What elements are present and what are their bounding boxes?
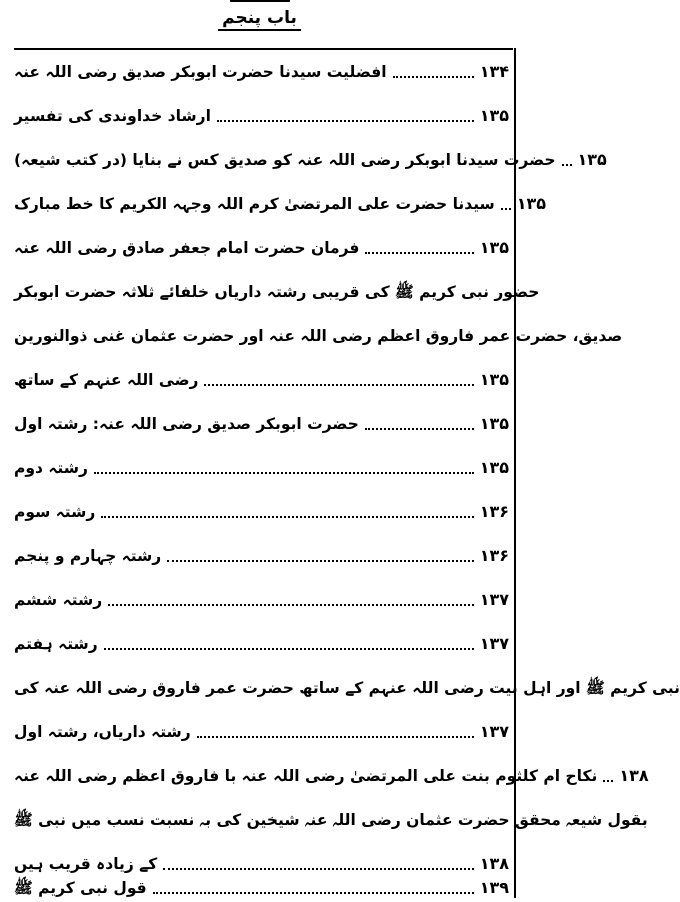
- toc-entry[interactable]: [14, 366, 509, 394]
- toc-page-number: ۱۳۷: [479, 590, 509, 609]
- dot-leader: [365, 252, 473, 254]
- dot-leader: [603, 780, 613, 782]
- toc-entry-title: حضور نبی کریم ﷺ کی قریبی رشتہ داریاں خلفائے ثلاثہ حضرت ابوبکر: [14, 283, 540, 301]
- toc-page-number: ۱۳۴: [479, 62, 509, 81]
- toc-entry-title: قول نبی کریم ﷺ: [14, 879, 147, 897]
- toc-entry-title: رشتہ دوم: [14, 459, 88, 477]
- dot-leader: [501, 208, 511, 210]
- toc-entry[interactable]: [14, 874, 509, 902]
- dot-leader: [94, 472, 474, 474]
- toc-entry-title: ارشاد خداوندی کی تفسیر: [14, 107, 211, 125]
- toc-entry-title: رضی اللہ عنہم کے ساتھ: [14, 371, 199, 389]
- header-rule: [14, 48, 513, 50]
- toc-entry[interactable]: [14, 454, 509, 482]
- toc-entry-title: حضرت سیدنا ابوبکر رضی اللہ عنہ کو صدیق کس نے بنایا (در کتب شیعہ): [14, 151, 556, 169]
- dot-leader: [365, 428, 474, 430]
- chapter-title: باب پنجم: [218, 8, 301, 31]
- toc-page-number: ۱۳۹: [479, 878, 509, 897]
- toc-entry-title: رشتہ ششم: [14, 591, 103, 609]
- dot-leader: [217, 120, 474, 122]
- toc-entry[interactable]: [14, 58, 509, 86]
- toc-page-number: ۱۳۵: [516, 194, 547, 213]
- toc-entry[interactable]: [14, 190, 547, 218]
- toc-entry[interactable]: [14, 674, 680, 702]
- toc-entry-title: فرمان حضرت امام جعفر صادق رضی اللہ عنہ: [14, 239, 360, 257]
- toc-entry[interactable]: [14, 234, 509, 262]
- toc-entry[interactable]: [14, 630, 509, 658]
- toc-entry[interactable]: [14, 762, 649, 790]
- toc-entry-title: بقول شیعہ محقق حضرت عثمان رضی اللہ عنہ شیخین کی بہ نسبت نسب میں نبی ﷺ: [14, 811, 648, 829]
- toc-entry-title: رشتہ چہارم و پنجم: [14, 547, 162, 565]
- toc-entry[interactable]: [14, 322, 623, 350]
- toc-page-number: ۱۳۵: [479, 414, 509, 433]
- toc-entry-title: رشتہ سوم: [14, 503, 96, 521]
- toc-entry[interactable]: [14, 498, 509, 526]
- dot-leader: [167, 560, 473, 562]
- toc-entry[interactable]: [14, 146, 607, 174]
- toc-entry-title: نبی کریم ﷺ اور اہل بیت رضی اللہ عنہم کے ساتھ حضرت عمر فاروق رضی اللہ عنہ کی: [14, 679, 680, 697]
- toc-entry-title: کے زیادہ قریب ہیں: [14, 855, 158, 873]
- toc-entry[interactable]: [14, 806, 648, 834]
- toc-page-number: ۱۳۵: [479, 106, 509, 125]
- toc-page-number: ۱۳۶: [479, 546, 509, 565]
- dot-leader: [104, 648, 474, 650]
- toc-entry[interactable]: [14, 410, 509, 438]
- dot-leader: [197, 736, 474, 738]
- dot-leader: [393, 76, 474, 78]
- toc-page-number: ۱۳۶: [479, 502, 509, 521]
- dot-leader: [204, 384, 473, 386]
- toc-page-number: ۱۳۵: [577, 150, 607, 169]
- toc-page-number: ۱۳۵: [479, 370, 509, 389]
- toc-entry[interactable]: [14, 586, 509, 614]
- toc-entry[interactable]: [14, 102, 509, 130]
- toc-entry-title: رشتہ ہفتم: [14, 635, 98, 653]
- dot-leader: [108, 604, 474, 606]
- top-rule-fragment: [230, 0, 290, 8]
- toc-entry-title: سیدنا حضرت علی المرتضیٰ کرم اللہ وجہہ الکریم کا خط مبارک: [14, 195, 495, 213]
- toc-page-number: ۱۳۸: [479, 854, 509, 873]
- dot-leader: [562, 164, 572, 166]
- dot-leader: [163, 868, 473, 870]
- toc-page-number: ۱۳۷: [479, 722, 509, 741]
- toc-entry-title: نکاح ام کلثوم بنت علی المرتضیٰ رضی اللہ عنہ با فاروق اعظم رضی اللہ عنہ: [14, 767, 598, 785]
- toc-page-number: ۱۳۷: [479, 634, 509, 653]
- toc-entry-title: رشتہ داریاں، رشتہ اول: [14, 723, 191, 741]
- toc-page-number: ۱۳۵: [479, 458, 509, 477]
- toc-entry-title: حضرت ابوبکر صدیق رضی اللہ عنہ: رشتہ اول: [14, 415, 359, 433]
- toc-entry[interactable]: [14, 278, 540, 306]
- toc-page-number: ۱۳۵: [479, 238, 509, 257]
- toc-entry-title: افضلیت سیدنا حضرت ابوبکر صدیق رضی اللہ عنہ: [14, 63, 387, 81]
- chapter-heading: [0, 8, 519, 28]
- dot-leader: [153, 892, 474, 894]
- toc-page-number: ۱۳۸: [619, 766, 649, 785]
- toc-entry-title: صدیق، حضرت عمر فاروق اعظم رضی اللہ عنہ اور حضرت عثمان غنی ذوالنورین: [14, 327, 623, 345]
- toc-entry[interactable]: [14, 718, 509, 746]
- dot-leader: [101, 516, 473, 518]
- toc-entry[interactable]: [14, 542, 509, 570]
